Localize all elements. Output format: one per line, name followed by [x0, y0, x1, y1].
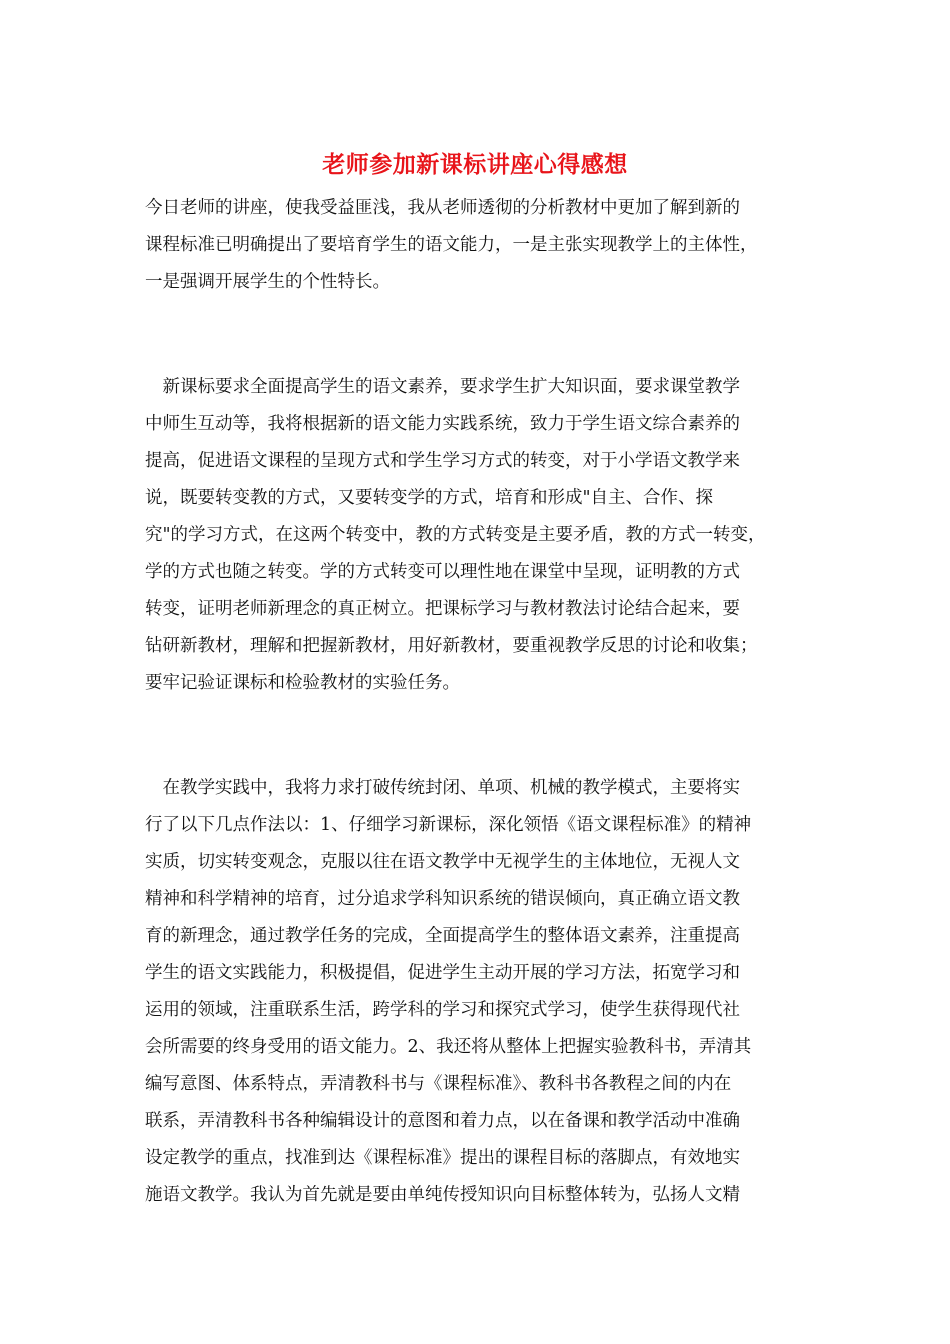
paragraph-3-line-9: 编写意图、体系特点，弄清教科书与《课程标准》、教科书各教程之间的内在: [145, 1074, 732, 1094]
paragraph-3-line-7: 运用的领域，注重联系生活，跨学科的学习和探究式学习，使学生获得现代社: [145, 1000, 740, 1020]
paragraph-2-line-5: 究"的学习方式，在这两个转变中，教的方式转变是主要矛盾，教的方式一转变，: [145, 525, 766, 545]
paragraph-3-line-6: 学生的语文实践能力，积极提倡，促进学生主动开展的学习方法，拓宽学习和: [145, 963, 740, 983]
paragraph-3-line-4: 精神和科学精神的培育，过分追求学科知识系统的错误倾向，真正确立语文教: [145, 889, 740, 909]
paragraph-3-line-3: 实质，切实转变观念，克服以往在语文教学中无视学生的主体地位，无视人文: [145, 852, 740, 872]
paragraph-1-line-2: 课程标准已明确提出了要培育学生的语文能力，一是主张实现教学上的主体性，: [145, 235, 758, 255]
paragraph-1-line-3: 一是强调开展学生的个性特长。: [145, 272, 390, 292]
paragraph-3-line-12: 施语文教学。我认为首先就是要由单纯传授知识向目标整体转为，弘扬人文精: [145, 1185, 740, 1205]
paragraph-2-line-7: 转变，证明老师新理念的真正树立。把课标学习与教材教法讨论结合起来，要: [145, 599, 740, 619]
paragraph-2-line-1: 新课标要求全面提高学生的语文素养，要求学生扩大知识面，要求课堂教学: [145, 377, 740, 397]
paragraph-2-line-6: 学的方式也随之转变。学的方式转变可以理性地在课堂中呈现，证明教的方式: [145, 562, 740, 582]
paragraph-2-line-4: 说，既要转变教的方式，又要转变学的方式，培育和形成"自主、合作、探: [145, 488, 714, 508]
paragraph-3-line-5: 育的新理念，通过教学任务的完成，全面提高学生的整体语文素养，注重提高: [145, 926, 740, 946]
paragraph-3-line-11: 设定教学的重点，找准到达《课程标准》提出的课程目标的落脚点，有效地实: [145, 1148, 740, 1168]
paragraph-2-line-2: 中师生互动等，我将根据新的语文能力实践系统，致力于学生语文综合素养的: [145, 414, 740, 434]
paragraph-2-line-3: 提高，促进语文课程的呈现方式和学生学习方式的转变，对于小学语文教学来: [145, 451, 740, 471]
paragraph-3-line-1: 在教学实践中，我将力求打破传统封闭、单项、机械的教学模式，主要将实: [145, 778, 740, 798]
document-title: 老师参加新课标讲座心得感想: [322, 151, 628, 178]
paragraph-3-line-8: 会所需要的终身受用的语文能力。2、我还将从整体上把握实验教科书，弄清其: [145, 1037, 752, 1057]
paragraph-2-line-8: 钻研新教材，理解和把握新教材，用好新教材，要重视教学反思的讨论和收集；: [145, 636, 758, 656]
paragraph-2-line-9: 要牢记验证课标和检验教材的实验任务。: [145, 673, 460, 693]
paragraph-3-line-10: 联系，弄清教科书各种编辑设计的意图和着力点，以在备课和教学活动中准确: [145, 1111, 740, 1131]
paragraph-1-line-1: 今日老师的讲座，使我受益匪浅，我从老师透彻的分析教材中更加了解到新的: [145, 198, 740, 218]
paragraph-3-line-2: 行了以下几点作法以：1、仔细学习新课标，深化领悟《语文课程标准》的精神: [145, 815, 752, 835]
